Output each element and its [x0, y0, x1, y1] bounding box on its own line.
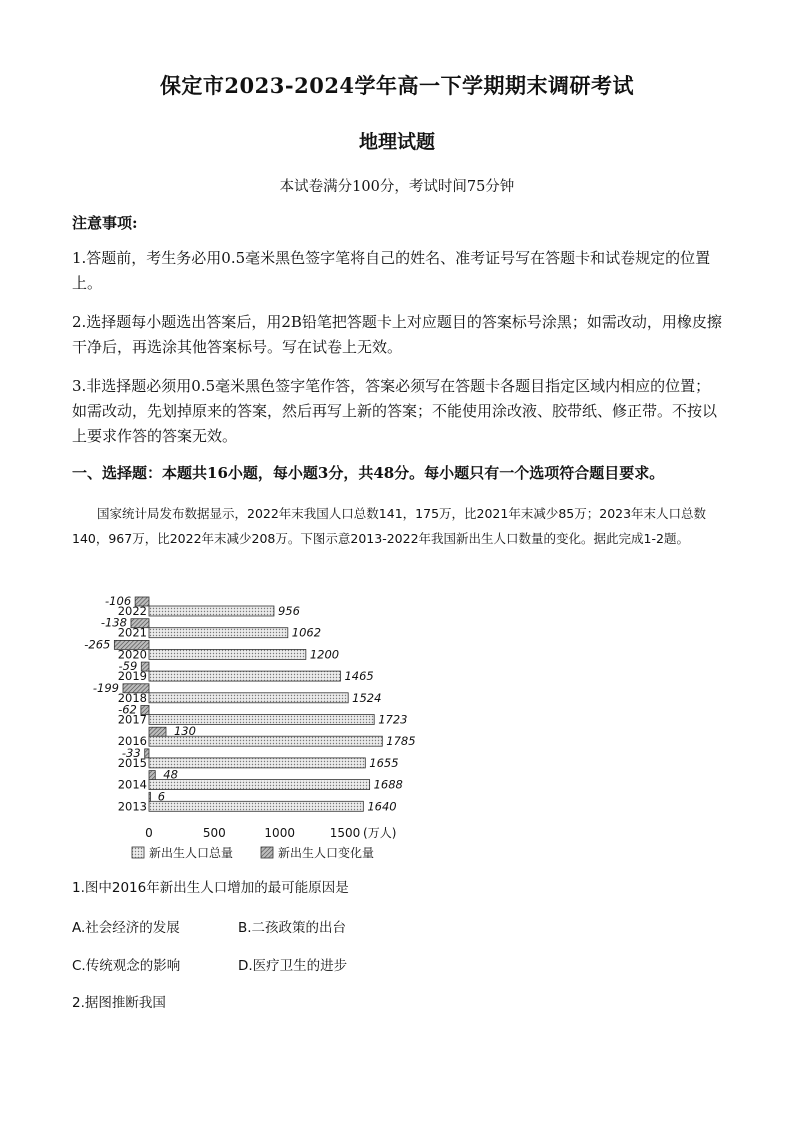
label-change-2022: -106 [105, 594, 132, 608]
bar-total-2013 [149, 801, 363, 811]
year-label-2018: 2018 [117, 690, 147, 705]
label-change-2021: -138 [100, 615, 127, 630]
year-label-2021: 2021 [117, 625, 147, 640]
section-heading: 一、选择题：本题共16小题，每小题3分，共48分。每小题只有一个选项符合题目要求。 [72, 464, 665, 482]
label-change-2015: -33 [121, 745, 141, 760]
notice-item-1: 1.答题前，考生务必用0.5毫米黑色签字笔将自己的姓名、准考证号写在答题卡和试卷规定的位置上。 [72, 249, 711, 292]
notice-item-3: 3.非选择题必须用0.5毫米黑色签字笔作答，答案必须写在答题卡各题目指定区域内相应的位置；如需改动，先划掉原来的答案，然后再写上新的答案；不能使用涂改液、胶带纸、修正带。不按以上要求作答的答案无效。 [72, 377, 718, 445]
legend-swatch-change [261, 847, 273, 858]
bar-total-2017 [149, 715, 374, 725]
exam-title: 保定市2023-2024学年高一下学期期末调研考试 [159, 73, 635, 98]
q1-option-d: D.医疗卫生的进步 [238, 958, 348, 974]
year-label-2017: 2017 [117, 712, 147, 727]
question-2-stem: 2.据图推断我国 [72, 995, 166, 1011]
legend-swatch-total [132, 847, 144, 858]
label-change-2019: -59 [118, 659, 138, 674]
bar-change-2014 [149, 771, 155, 780]
notice-title: 注意事项: [72, 214, 138, 232]
label-total-2016: 1785 [386, 734, 416, 749]
legend-change: 新出生人口变化量 [278, 846, 375, 860]
label-change-2013: 6 [157, 789, 166, 804]
notice-item-2: 2.选择题每小题选出答案后，用2B铅笔把答题卡上对应题目的答案标号涂黑；如需改动，用橡皮擦干净后，再选涂其他答案标号。写在试卷上无效。 [72, 313, 722, 356]
question-1-stem: 1.图中2016年新出生人口增加的最可能原因是 [72, 880, 349, 896]
year-label-2020: 2020 [117, 647, 147, 662]
q1-option-a: A.社会经济的发展 [72, 920, 180, 936]
bar-total-2019 [149, 671, 340, 681]
label-total-2017: 1723 [378, 712, 408, 727]
x-tick-1000: 1000 [264, 826, 295, 840]
x-tick-500: 500 [202, 826, 226, 840]
bar-total-2018 [149, 693, 348, 703]
label-total-2022: 956 [277, 604, 300, 618]
year-label-2022: 2022 [117, 604, 147, 618]
bar-total-2014 [149, 780, 370, 790]
label-change-2014: 48 [163, 767, 178, 782]
bar-change-2013 [149, 792, 151, 801]
label-total-2015: 1655 [369, 755, 399, 770]
legend-total: 新出生人口总量 [149, 846, 234, 860]
label-total-2013: 1640 [367, 799, 397, 814]
label-change-2016: 130 [173, 724, 196, 739]
label-total-2021: 1062 [291, 625, 322, 640]
label-change-2020: -265 [84, 637, 111, 652]
year-label-2015: 2015 [117, 755, 147, 770]
label-total-2014: 1688 [373, 777, 403, 792]
x-tick-1500: 1500 [329, 826, 361, 840]
bar-total-2022 [149, 606, 274, 616]
bar-total-2021 [149, 628, 288, 638]
label-total-2019: 1465 [344, 669, 374, 684]
births-chart [80, 592, 416, 860]
year-label-2016: 2016 [117, 734, 147, 749]
exam-meta: 本试卷满分100分，考试时间75分钟 [279, 179, 515, 195]
year-label-2014: 2014 [117, 777, 147, 792]
section-intro: 国家统计局发布数据显示，2022年末我国人口总数141，175万，比2021年末减少85万；2023年末人口总数140，967万，比2022年末减少208万。下图示意2013-2022年我国新出生人口数量的变化。据此完成1-2题。 [72, 506, 707, 546]
x-unit: (万人) [363, 826, 397, 840]
label-total-2020: 1200 [309, 647, 340, 662]
q1-option-b: B.二孩政策的出台 [238, 920, 347, 936]
year-label-2019: 2019 [117, 669, 147, 684]
bar-change-2016 [149, 727, 166, 736]
label-total-2018: 1524 [352, 690, 382, 705]
q1-option-c: C.传统观念的影响 [72, 958, 181, 974]
bar-total-2020 [149, 649, 306, 659]
exam-subject: 地理试题 [358, 131, 435, 153]
year-label-2013: 2013 [117, 799, 147, 814]
bar-total-2015 [149, 758, 365, 768]
x-tick-0: 0 [145, 826, 153, 840]
label-change-2017: -62 [118, 702, 137, 717]
label-change-2018: -199 [92, 680, 119, 695]
